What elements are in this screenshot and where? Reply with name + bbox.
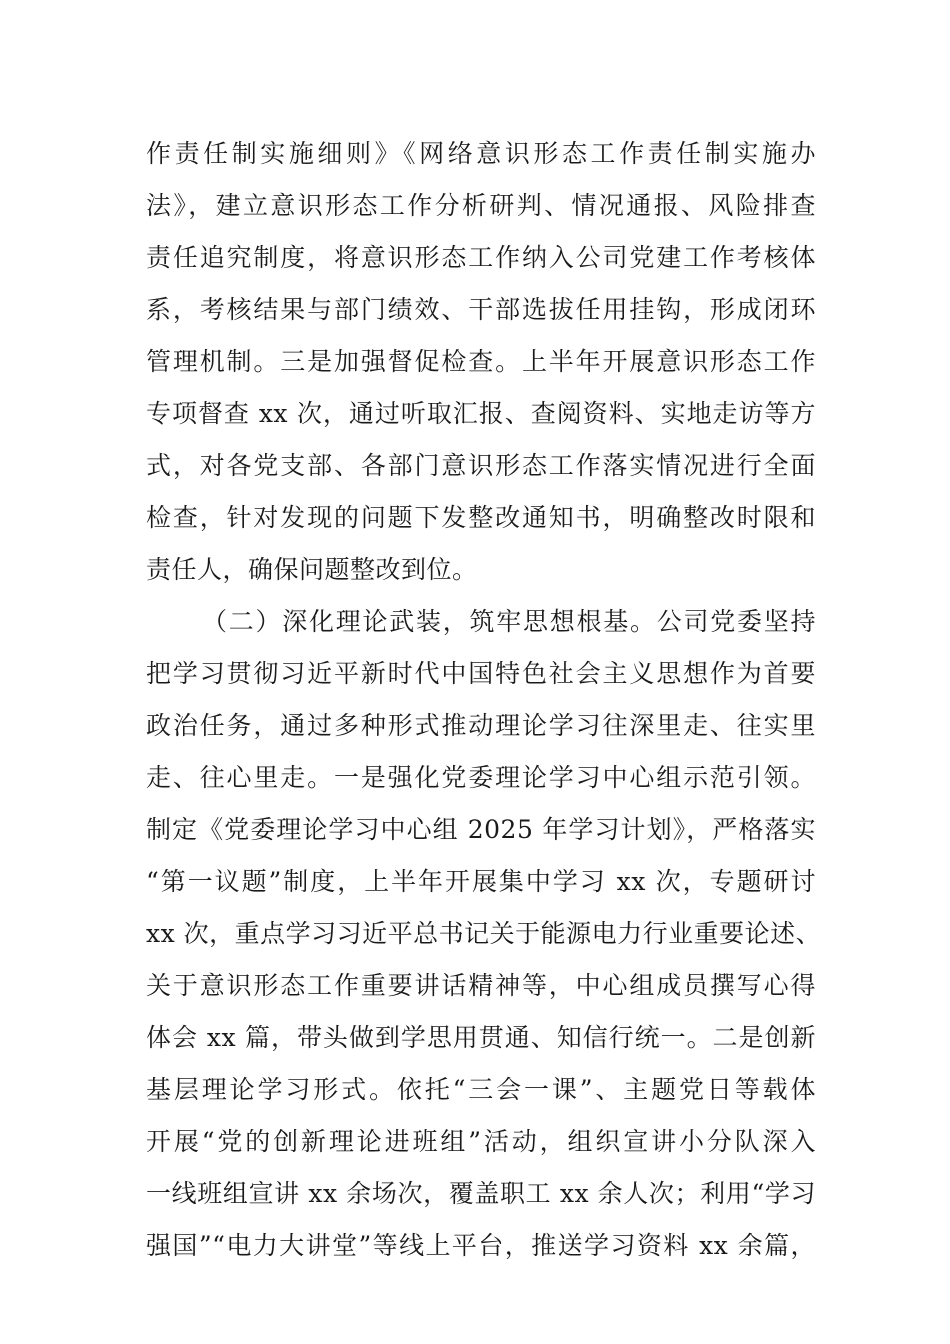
text-line: 关于意识形态工作重要讲话精神等，中心组成员撰写心得 [146,971,816,1000]
text-line: 管理机制。三是加强督促检查。上半年开展意识形态工作 [146,347,816,376]
body-text [146,128,822,1272]
text-line: “第一议题”制度，上半年开展集中学习 xx 次，专题研讨 [146,867,816,896]
text-line: 责任人，确保问题整改到位。 [146,555,478,584]
text-line: 强国”“电力大讲堂”等线上平台，推送学习资料 xx 余篇， [146,1231,816,1260]
text-line: 检查，针对发现的问题下发整改通知书，明确整改时限和 [146,503,816,532]
text-line: 一线班组宣讲 xx 余场次，覆盖职工 xx 余人次；利用“学习 [146,1179,816,1208]
text-line: 作责任制实施细则》《网络意识形态工作责任制实施办 [146,139,816,168]
text-line: 体会 xx 篇，带头做到学思用贯通、知信行统一。二是创新 [146,1023,816,1052]
text-line: 开展“党的创新理论进班组”活动，组织宣讲小分队深入 [146,1127,816,1156]
text-line: 责任追究制度，将意识形态工作纳入公司党建工作考核体 [146,243,816,272]
section-heading-line: （二）深化理论武装，筑牢思想根基。公司党委坚持 [202,607,816,636]
text-line: 把学习贯彻习近平新时代中国特色社会主义思想作为首要 [146,659,816,688]
text-line: 基层理论学习形式。依托“三会一课”、主题党日等载体 [146,1075,816,1104]
text-line: 走、往心里走。一是强化党委理论学习中心组示范引领。 [146,763,816,792]
text-line: 政治任务，通过多种形式推动理论学习往深里走、往实里 [146,711,816,740]
text-line: xx 次，重点学习习近平总书记关于能源电力行业重要论述、 [146,919,822,948]
text-line: 专项督查 xx 次，通过听取汇报、查阅资料、实地走访等方 [146,399,816,428]
text-line: 系，考核结果与部门绩效、干部选拔任用挂钩，形成闭环 [146,295,816,324]
text-line: 式，对各党支部、各部门意识形态工作落实情况进行全面 [146,451,816,480]
text-line: 制定《党委理论学习中心组 2025 年学习计划》，严格落实 [146,815,816,844]
text-line: 法》，建立意识形态工作分析研判、情况通报、风险排查 [146,191,816,220]
